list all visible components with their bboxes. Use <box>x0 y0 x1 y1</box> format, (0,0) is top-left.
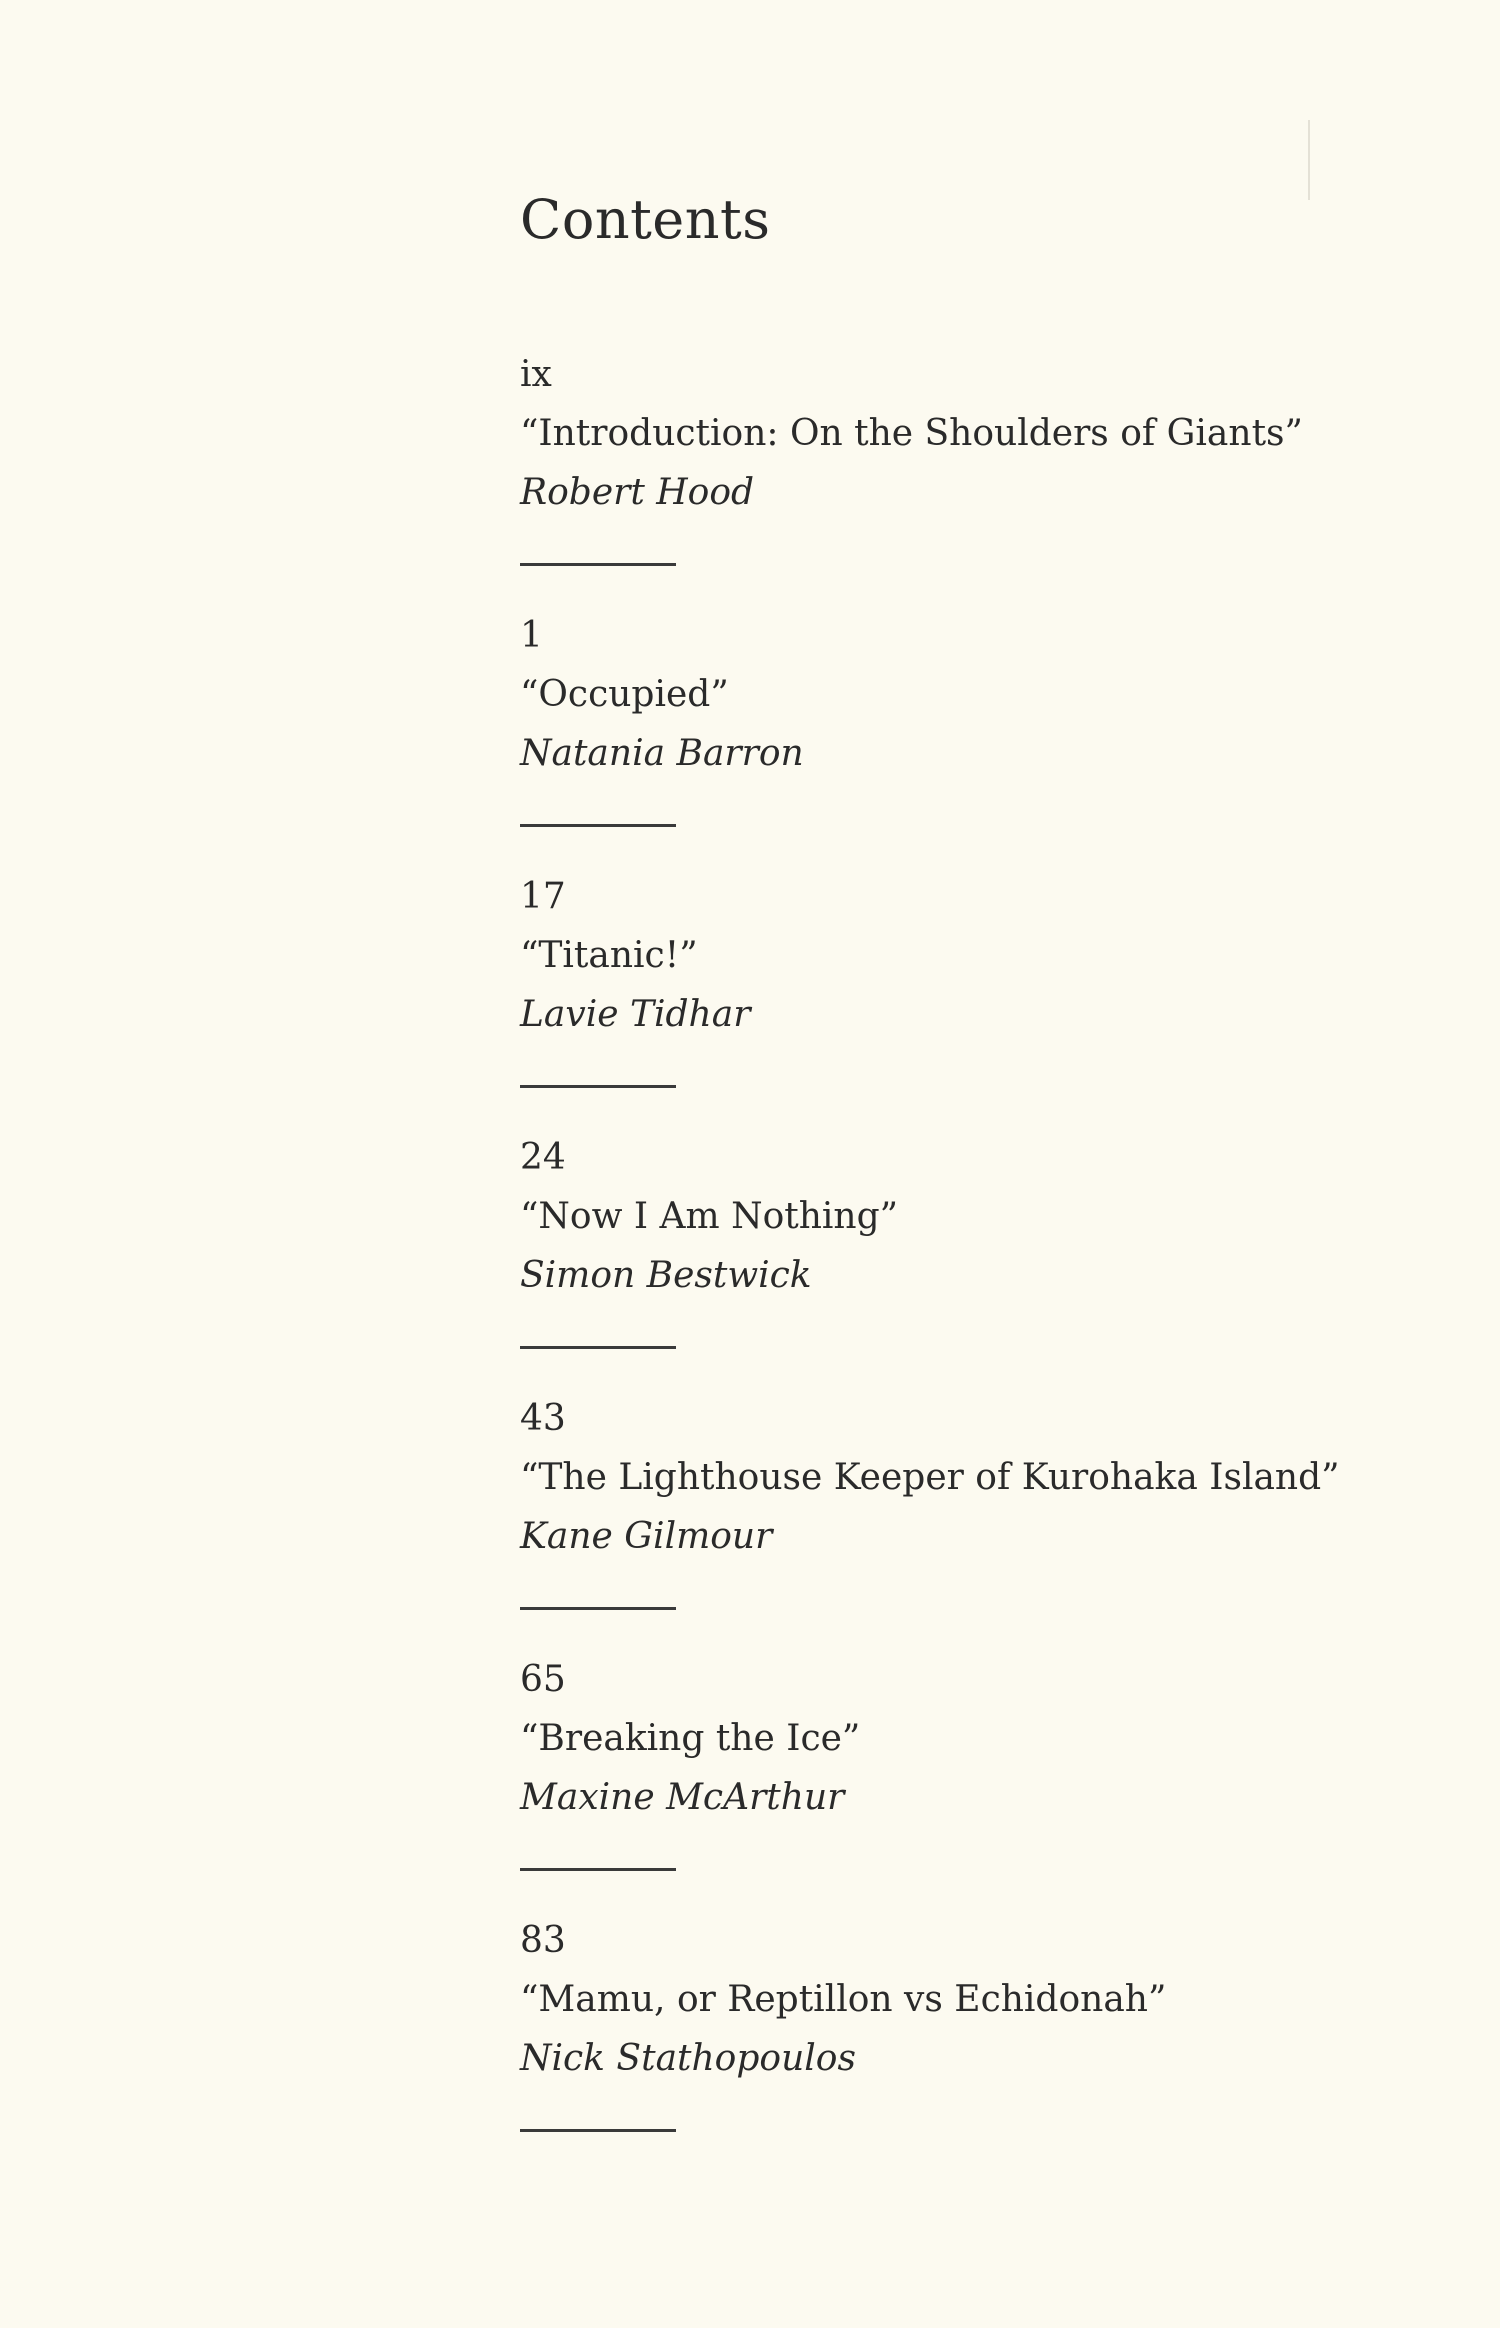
entry-divider <box>520 1085 676 1088</box>
page-number: 83 <box>520 1920 566 1962</box>
toc-entry-1 <box>520 606 1420 783</box>
author-name: Kane Gilmour <box>520 1516 773 1558</box>
entry-divider <box>520 1346 676 1349</box>
entry-divider <box>520 1607 676 1610</box>
story-title: “Now I Am Nothing” <box>520 1196 899 1238</box>
entry-divider <box>520 824 676 827</box>
author-name: Simon Bestwick <box>520 1255 812 1297</box>
entry-divider <box>520 2129 676 2132</box>
author-name: Natania Barron <box>520 733 804 775</box>
page-edge-mark <box>1308 120 1310 200</box>
toc-entry-2 <box>520 867 1420 1044</box>
toc-entry-4 <box>520 1389 1420 1566</box>
story-title: “The Lighthouse Keeper of Kurohaka Island” <box>520 1457 1340 1499</box>
story-title: “Introduction: On the Shoulders of Giants” <box>520 413 1303 455</box>
page-number: 17 <box>520 876 566 918</box>
story-title: “Titanic!” <box>520 935 698 977</box>
page-number: ix <box>520 354 552 396</box>
page-title: Contents <box>520 188 771 251</box>
page-number: 65 <box>520 1659 566 1701</box>
toc-entry-0 <box>520 345 1420 522</box>
entry-divider <box>520 563 676 566</box>
toc-entry-5 <box>520 1650 1420 1827</box>
story-title: “Occupied” <box>520 674 729 716</box>
story-title: “Mamu, or Reptillon vs Echidonah” <box>520 1979 1167 2021</box>
author-name: Maxine McArthur <box>520 1777 845 1819</box>
author-name: Robert Hood <box>520 472 755 514</box>
table-of-contents <box>520 190 1420 2172</box>
page-number: 43 <box>520 1398 566 1440</box>
entry-divider <box>520 1868 676 1871</box>
toc-entry-3 <box>520 1128 1420 1305</box>
page-number: 24 <box>520 1137 566 1179</box>
story-title: “Breaking the Ice” <box>520 1718 861 1760</box>
author-name: Lavie Tidhar <box>520 994 751 1036</box>
toc-entry-6 <box>520 1911 1420 2088</box>
author-name: Nick Stathopoulos <box>520 2038 856 2080</box>
page-number: 1 <box>520 615 543 657</box>
